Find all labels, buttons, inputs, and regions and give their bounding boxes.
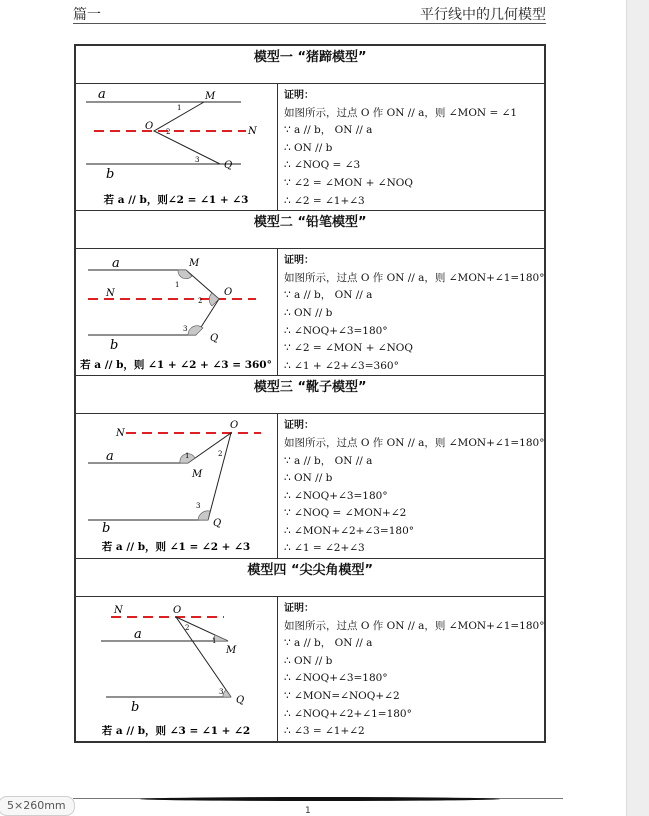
model-2-row bbox=[75, 249, 545, 376]
footer-ornament bbox=[140, 797, 500, 801]
point-m-label: M bbox=[226, 645, 237, 657]
model-1-title: 模型一 “猪蹄模型” bbox=[75, 45, 545, 84]
proof-line: 如图所示，过点 O 作 ON // a，则 ∠MON = ∠1 bbox=[284, 106, 518, 119]
model-title-row bbox=[75, 45, 545, 84]
angle-2-label: 2 bbox=[185, 624, 190, 633]
angle-3-label: 3 bbox=[183, 325, 188, 334]
header-rule bbox=[73, 23, 546, 24]
proof-line: ∴ ∠3 = ∠1+∠2 bbox=[284, 725, 365, 738]
proof-line: ∴ ∠1 = ∠2+∠3 bbox=[284, 542, 365, 555]
line-a-label: a bbox=[106, 449, 114, 465]
models-table bbox=[74, 44, 546, 743]
model-2-proof bbox=[278, 249, 546, 376]
angle-2-label: 2 bbox=[198, 297, 203, 306]
point-n-label: N bbox=[248, 126, 257, 137]
proof-line: ∴ ON // b bbox=[284, 472, 333, 485]
angle-2-label: 2 bbox=[166, 128, 171, 136]
proof-line: ∵ ∠NOQ = ∠MON+∠2 bbox=[284, 507, 407, 520]
header-title: 平行线中的几何模型 bbox=[420, 7, 546, 23]
proof-line: ∵ ∠2 = ∠MON + ∠NOQ bbox=[284, 342, 413, 355]
point-m-label: M bbox=[205, 91, 216, 102]
angle-3-label: 3 bbox=[196, 502, 201, 511]
proof-line: ∴ ∠1 + ∠2+∠3=360° bbox=[284, 359, 399, 372]
angle-3-label: 3 bbox=[195, 156, 200, 164]
angle-1-label: 1 bbox=[185, 452, 190, 461]
point-q-label: Q bbox=[236, 695, 245, 707]
proof-line: 如图所示，过点 O 作 ON // a，则 ∠MON+∠1=180° bbox=[284, 619, 545, 632]
angle-3-label: 3 bbox=[219, 688, 224, 697]
proof-heading: 证明： bbox=[284, 603, 314, 615]
proof-heading: 证明： bbox=[284, 255, 314, 267]
model-4-figure bbox=[75, 597, 278, 742]
proof-line: 如图所示，过点 O 作 ON // a，则 ∠MON+∠1=180° bbox=[284, 271, 545, 284]
line-b-label: b bbox=[102, 521, 111, 537]
line-a-label: a bbox=[98, 87, 106, 102]
proof-line: ∴ ∠NOQ = ∠3 bbox=[284, 159, 361, 172]
proof-line: ∴ ON // b bbox=[284, 306, 333, 319]
viewer-scrollbar-gutter[interactable] bbox=[626, 0, 649, 816]
proof-line: ∵ ∠MON=∠NOQ+∠2 bbox=[284, 690, 400, 703]
model-2-figure bbox=[75, 249, 278, 376]
point-o-label: O bbox=[230, 420, 239, 432]
model-1-figure bbox=[75, 84, 278, 211]
proof-line: ∴ ∠NOQ+∠3=180° bbox=[284, 324, 388, 337]
header-section: 篇一 bbox=[73, 7, 101, 23]
page-size-tag: 5×260mm bbox=[0, 796, 75, 816]
angle-1-label: 1 bbox=[177, 104, 182, 112]
model-3-figure bbox=[75, 414, 278, 559]
angle-2-label: 2 bbox=[218, 450, 223, 459]
angle-1-label: 1 bbox=[175, 281, 180, 290]
model-3-row bbox=[75, 414, 545, 559]
proof-line: ∵ a // b， ON // a bbox=[284, 637, 373, 650]
model-4-caption: 若 a // b，则 ∠3 = ∠1 + ∠2 bbox=[101, 725, 251, 738]
line-b-label: b bbox=[131, 700, 140, 716]
model-4-title: 模型四 “尖尖角模型” bbox=[75, 559, 545, 597]
model-title-row bbox=[75, 559, 545, 597]
point-n-label: N bbox=[114, 605, 123, 617]
point-q-label: Q bbox=[213, 518, 222, 530]
proof-line: ∵ a // b， ON // a bbox=[284, 289, 373, 302]
proof-line: 如图所示，过点 O 作 ON // a，则 ∠MON+∠1=180° bbox=[284, 436, 545, 449]
proof-line: ∴ ∠NOQ+∠3=180° bbox=[284, 489, 388, 502]
model-3-caption: 若 a // b，则 ∠1 = ∠2 + ∠3 bbox=[101, 541, 251, 554]
model-3-proof bbox=[278, 414, 546, 559]
angle-1-label: 1 bbox=[212, 637, 217, 646]
model-2-caption: 若 a // b，则 ∠1 + ∠2 + ∠3 = 360° bbox=[80, 359, 272, 372]
line-b-label: b bbox=[110, 338, 119, 354]
proof-line: ∵ a // b， ON // a bbox=[284, 124, 373, 137]
model-title-row bbox=[75, 376, 545, 414]
point-m-label: M bbox=[189, 258, 200, 270]
model-title-row bbox=[75, 211, 545, 249]
point-o-label: O bbox=[224, 287, 233, 299]
model-4-row bbox=[75, 597, 545, 742]
point-q-label: Q bbox=[224, 160, 233, 171]
proof-heading: 证明： bbox=[284, 420, 314, 432]
page-number: 1 bbox=[305, 806, 311, 816]
line-b-label: b bbox=[106, 167, 115, 182]
proof-line: ∴ ∠NOQ+∠2+∠1=180° bbox=[284, 707, 412, 720]
proof-line: ∴ ON // b bbox=[284, 654, 333, 667]
model-2-title: 模型二 “铅笔模型” bbox=[75, 211, 545, 249]
model-1-row bbox=[75, 84, 545, 211]
proof-line: ∴ ∠2 = ∠1+∠3 bbox=[284, 194, 365, 207]
proof-line: ∵ a // b， ON // a bbox=[284, 454, 373, 467]
point-n-label: N bbox=[116, 428, 125, 440]
model-3-title: 模型三 “靴子模型” bbox=[75, 376, 545, 414]
proof-line: ∴ ∠NOQ+∠3=180° bbox=[284, 672, 388, 685]
model-4-proof bbox=[278, 597, 546, 742]
proof-line: ∴ ON // b bbox=[284, 141, 333, 154]
model-1-caption: 若 a // b，则∠2 = ∠1 + ∠3 bbox=[103, 194, 249, 206]
point-q-label: Q bbox=[210, 333, 219, 345]
model-1-proof bbox=[278, 84, 546, 211]
proof-line: ∴ ∠MON+∠2+∠3=180° bbox=[284, 524, 415, 537]
point-o-label: O bbox=[145, 121, 154, 132]
point-m-label: M bbox=[192, 469, 203, 481]
line-a-label: a bbox=[134, 627, 142, 643]
line-a-label: a bbox=[112, 256, 120, 272]
point-n-label: N bbox=[106, 288, 115, 300]
proof-line: ∵ ∠2 = ∠MON + ∠NOQ bbox=[284, 176, 413, 189]
point-o-label: O bbox=[173, 605, 182, 617]
proof-heading: 证明： bbox=[284, 90, 314, 101]
